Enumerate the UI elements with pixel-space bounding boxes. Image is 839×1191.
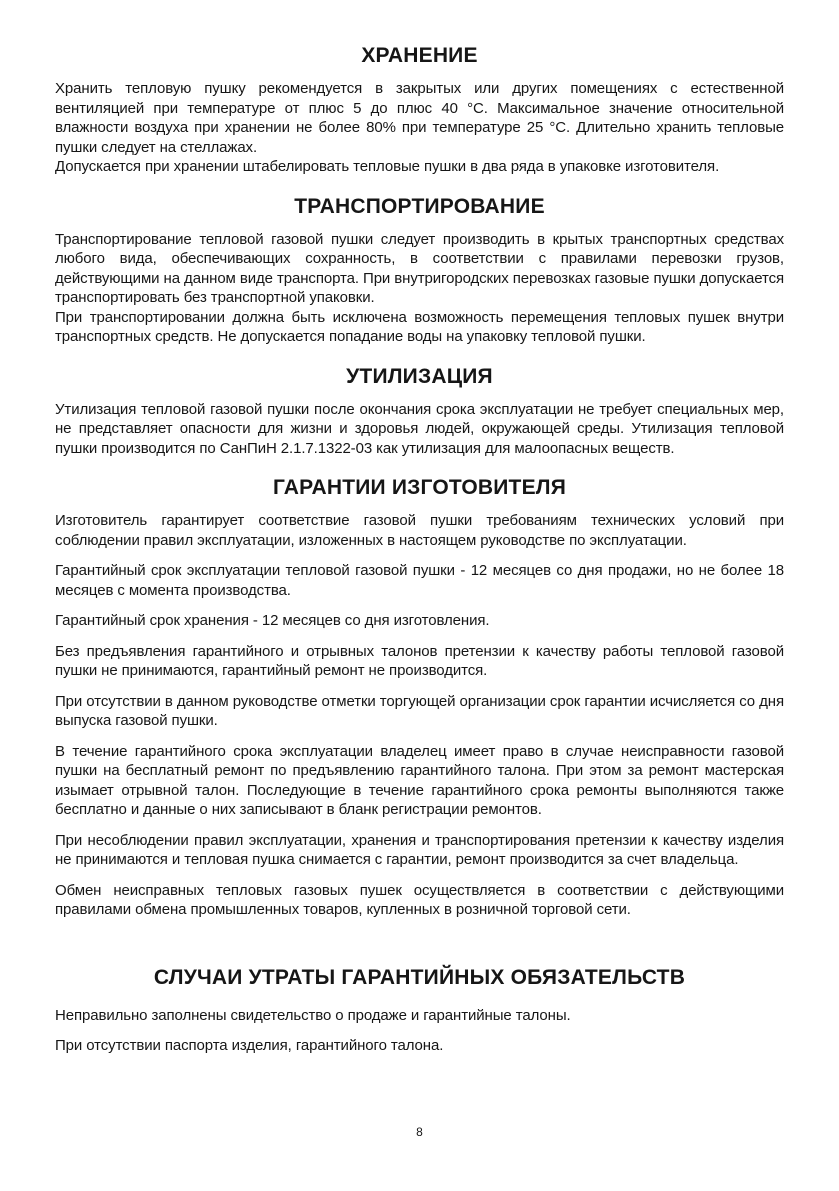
section-warranty-loss [55,966,784,1056]
paragraph: Неправильно заполнены свидетельство о продаже и гарантийные талоны. [55,1006,571,1024]
paragraph: При транспортировании должна быть исключена возможность перемещения тепловых пушек внутри транспортных средств. Не допускается попадание воды на упаковку тепловой пушки. [55,308,784,345]
paragraph: Изготовитель гарантирует соответствие газовой пушки требованиям технических условий при соблюдении правил эксплуатации, изложенных в настоящем руководстве по эксплуатации. [55,512,784,549]
paragraph: Утилизация тепловой газовой пушки после окончания срока эксплуатации не требует специальных мер, не представляет опасности для жизни и здоровья людей, окружающей среды. Утилизация тепловой пушки производится по СанПиН 2.1.7.1322-03 как утилизация для малоопасных веществ. [55,400,784,457]
section-title-storage: ХРАНЕНИЕ [361,44,478,67]
paragraph: Транспортирование тепловой газовой пушки следует производить в крытых транспортных средствах любого вида, обеспечивающих сохранность, в соответствии с правилами перевозки грузов, действующими на данном виде транспорта. При внутригородских перевозках газовые пушки допускается транспортировать без транспортной упаковки. [55,230,784,306]
paragraph: Обмен неисправных тепловых газовых пушек осуществляется в соответствии с действующими правилами обмена промышленных товаров, купленных в розничной торговой сети. [55,881,784,918]
paragraph: Допускается при хранении штабелировать тепловые пушки в два ряда в упаковке изготовителя. [55,158,720,175]
paragraph: Гарантийный срок эксплуатации тепловой газовой пушки - 12 месяцев со дня продажи, но не более 18 месяцев с момента производства. [55,562,784,599]
section-storage [55,44,784,177]
paragraph: Хранить тепловую пушку рекомендуется в закрытых или других помещениях с естественной вентиляцией при температуре от плюс 5 до плюс 40 °С. Максимальное значение относительной влажности воздуха при хранении не более 80% при температуре 25 °С. Длительно хранить тепловые пушки следует на стеллажах. [55,80,784,156]
paragraph: Гарантийный срок хранения - 12 месяцев со дня изготовления. [55,612,490,629]
paragraph: В течение гарантийного срока эксплуатации владелец имеет право в случае неисправности газовой пушки на бесплатный ремонт по предъявлению гарантийного талона. При этом за ремонт мастерская изымает отрывной талон. Последующие в течение гарантийного срока ремонты выполняются также бесплатно и данные о них записывают в бланк регистрации ремонтов. [55,742,784,818]
section-title-transportation: ТРАНСПОРТИРОВАНИЕ [294,194,545,218]
section-title-warranty-loss: СЛУЧАИ УТРАТЫ ГАРАНТИЙНЫХ ОБЯЗАТЕЛЬСТВ [153,965,686,989]
paragraph: При несоблюдении правил эксплуатации, хранения и транспортирования претензии к качеству изделия не принимаются и тепловая пушка снимается с гарантии, ремонт производится за счет владельца. [55,831,784,868]
section-disposal [55,365,784,459]
paragraph: Без предъявления гарантийного и отрывных талонов претензии к качеству работы тепловой газовой пушки не принимаются, гарантийный ремонт не производится. [55,642,784,679]
page-number: 8 [416,1125,423,1139]
section-warranty [55,476,784,920]
paragraph: При отсутствии в данном руководстве отметки торгующей организации срок гарантии исчисляется со дня выпуска газовой пушки. [55,692,784,729]
section-transportation [55,195,784,347]
paragraph: При отсутствии паспорта изделия, гарантийного талона. [55,1037,444,1054]
section-title-disposal: УТИЛИЗАЦИЯ [346,364,493,388]
section-title-warranty: ГАРАНТИИ ИЗГОТОВИТЕЛЯ [272,476,567,499]
